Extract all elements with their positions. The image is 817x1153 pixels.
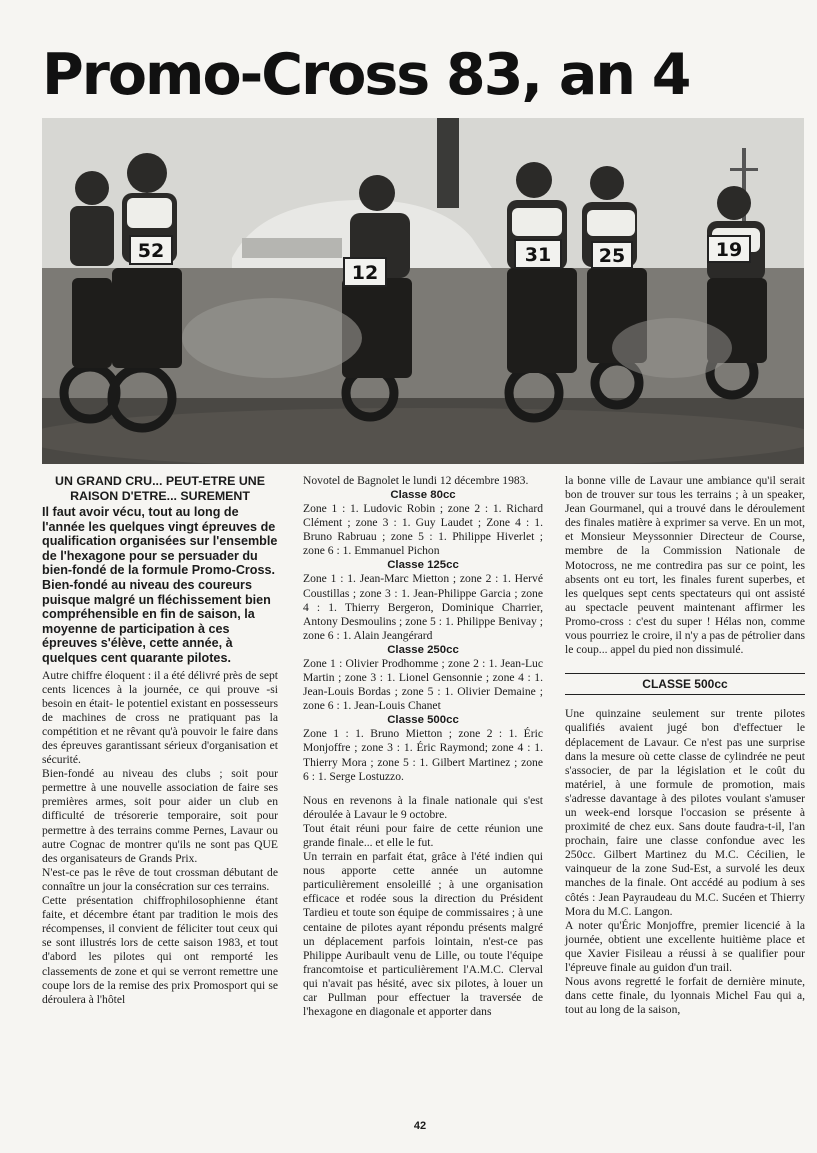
photo-illustration xyxy=(42,118,804,464)
column-2 xyxy=(303,474,543,1019)
class-results: Zone 1 : Olivier Prodhomme ; zone 2 : 1. Jean-Luc Martin ; zone 3 : 1. Lionel Gensonnie ; zone 4 : 1. Jean-Louis Bordas ; zone 5 : 1. Olivier Demaine ; zone 6 : 1. Jean-Louis Chanet xyxy=(303,656,543,713)
section-box-heading: CLASSE 500cc xyxy=(565,673,805,695)
class-heading: Classe 125cc xyxy=(387,559,459,572)
class-heading: Classe 250cc xyxy=(387,643,459,656)
body-paragraph: Tout était réuni pour faire de cette réunion une grande finale... et elle le fut. xyxy=(303,821,543,849)
motocross-photo xyxy=(42,118,804,464)
column-1 xyxy=(42,474,278,1007)
body-paragraph: Nous en revenons à la finale nationale qui s'est déroulée à Lavaur le 9 octobre. xyxy=(303,793,543,821)
body-paragraph: Novotel de Bagnolet le lundi 12 décembre 1983. xyxy=(303,474,529,487)
body-paragraph: A noter qu'Éric Monjoffre, premier licencié à la journée, obtient une excellente huitième place et que Xavier Fisileau a réussi à se qualifier pour l'épreuve finale au guidon d'un trail. xyxy=(565,918,805,974)
lead-paragraph: Bien-fondé au niveau des coureurs puisque malgré un fléchissement bien compréhensible en fin de saison, la moyenne de participation à ces épreuves s'élève, cette année, à quelques cent quarante pilotes. xyxy=(42,577,271,665)
body-paragraph: Bien-fondé au niveau des clubs ; soit pour permettre à une nouvelle association de faire ses premières armes, soit pour aider un club en difficulté de trésorerie temporaire, soit pour permettre à des terrains comme Pernes, Lavaur ou autre Cognac de montrer qu'ils ne sont pas QUE des organisateurs de Grands Prix. xyxy=(42,767,278,865)
class-heading: Classe 80cc xyxy=(390,489,456,502)
plate-number: 52 xyxy=(137,240,165,262)
body-paragraph: Cette présentation chiffrophilosophienne étant faite, et décembre étant par tradition le mois des récompenses, il convient de féliciter tout ceux qui se sont illustrés lors de cette saison 1983, et tout d'abord les pilotes qui ont remporté les classements de zone et qui se verront remettre une coupe lors de la remise des prix Promosport qui se déroulera à l'hôtel xyxy=(42,894,278,1006)
plate-number: 31 xyxy=(524,244,552,266)
plate-number: 12 xyxy=(351,262,379,284)
body-paragraph: Une quinzaine seulement sur trente pilotes qualifiés avaient jugé bon d'effectuer le déplacement de Lavaur. Ce n'est pas une surprise dans la mesure où cette classe de cylindrée ne peut s'associer, de par la législation et le coût du matériel, à une formule de promotion, mais s'adresse davantage à des pilotes voulant s'amuser un week-end lorsque l'occasion se présente à proximité de chez eux. Sans doute faudra-t-il, l'an prochain, faire une classe confondue avec les 250cc. Gilbert Martinez du M.C. Cécilien, le vainqueur de la zone Sud-Est, a survolé les deux manches de la finale. Ont accédé au podium à ses côtés : Jean Payraudeau du M.C. Sucéen et Thierry Mora du M.C. Langon. xyxy=(565,707,805,918)
body-paragraph: la bonne ville de Lavaur une ambiance qu'il serait bon de trouver sur tous les terrains ; à un speaker, Jean Gourmanel, qui a trouvé dans le déroulement des finales matière à exprimer sa verve. En un mot, et Monsieur Meyssonnier Directeur de Course, membre de la Commission Nationale de Motocross, ne me contredira pas sur ce point, les absents ont eu tort, les finales furent superbes, et les quelques sept cents spectateurs qui ont assisté au spectacle peuvent maintenant affirmer les Promo-cross : c'est du super ! Hélas non, comme vous pourriez le croire, il n'y a pas de pétrolier dans le coup... appel du pied non dissimulé. xyxy=(565,474,805,657)
lead-text xyxy=(42,505,278,666)
plate-number: 25 xyxy=(598,245,626,267)
body-paragraph: Autre chiffre éloquent : il a été délivré près de sept cents licences à la journée, ce qui prouve -si besoin en était- le potentiel existant en possesseurs de machines de cross ne pratiquant pas la compétition et ne rêvant qu'à pouvoir le faire dans des épreuves garantissant sérieux d'organisation et sécurité. xyxy=(42,668,278,767)
body-paragraph: N'est-ce pas le rêve de tout crossman débutant de connaître un jour la consécration sur ces terrains. xyxy=(42,865,278,893)
class-results: Zone 1 : 1. Ludovic Robin ; zone 2 : 1. Richard Clément ; zone 3 : 1. Guy Laudet ; Zone 4 : 1. Bruno Rabruau ; zone 5 : 1. Philippe Hiverlet ; zone 6 : 1. Emmanuel Pichon xyxy=(303,502,543,558)
column-3 xyxy=(565,474,805,1017)
plate-number: 19 xyxy=(715,239,743,261)
class-results: Zone 1 : 1. Jean-Marc Mietton ; zone 2 : 1. Hervé Coustillas ; zone 3 : 1. Jean-Philippe Garcia ; zone 4 : 1. Thierry Bergeron, Dominique Charrier, Antony Desmoulins ; zone 5 : 1. Philippe Benivay ; zone 6 : 1. Alain Jeangérard xyxy=(303,572,543,642)
section-heading: UN GRAND CRU... PEUT-ETRE UNE RAISON D'ETRE... SUREMENT xyxy=(55,474,265,503)
lead-paragraph: Il faut avoir vécu, tout au long de l'année les quelques vingt épreuves de qualification organisées sur l'ensemble de l'hexagone pour se persuader du bien-fondé de la formule Promo-Cross. xyxy=(42,505,278,578)
class-heading: Classe 500cc xyxy=(387,714,459,727)
page-number: 42 xyxy=(413,1120,427,1132)
body-paragraph: Un terrain en parfait état, grâce à l'été indien qui nous apporte cette année un automne particulièrement ensoleillé ; à une organisation efficace et rodée sous la direction du Président Tardieu et toute son équipe de commissaires ; à une centaine de pilotes ayant répondu présents malgré un déplacement parfois lointain, n'est-ce pas Philippe Auribault venu de Lille, ou toute l'équipe francomtoise et particulièrement l'A.M.C. Clerval qui n'avait pas hésité, avec six pilotes, à louer un car Pullman pour effectuer la traversée de l'hexagone en diagonale et apporter dans xyxy=(303,850,543,1019)
class-results: Zone 1 : 1. Bruno Mietton ; zone 2 : 1. Éric Monjoffre ; zone 3 : 1. Éric Raymond; zone 4 : 1. Thierry Mora ; zone 5 : 1. Gilbert Martinez ; zone 6 : 1. Serge Lostuzzo. xyxy=(303,727,543,783)
body-paragraph: Nous avons regretté le forfait de dernière minute, dans cette finale, du lyonnais Michel Fau qui a, tout au long de la saison, xyxy=(565,975,805,1017)
article-title: Promo-Cross 83, an 4 xyxy=(42,42,690,108)
